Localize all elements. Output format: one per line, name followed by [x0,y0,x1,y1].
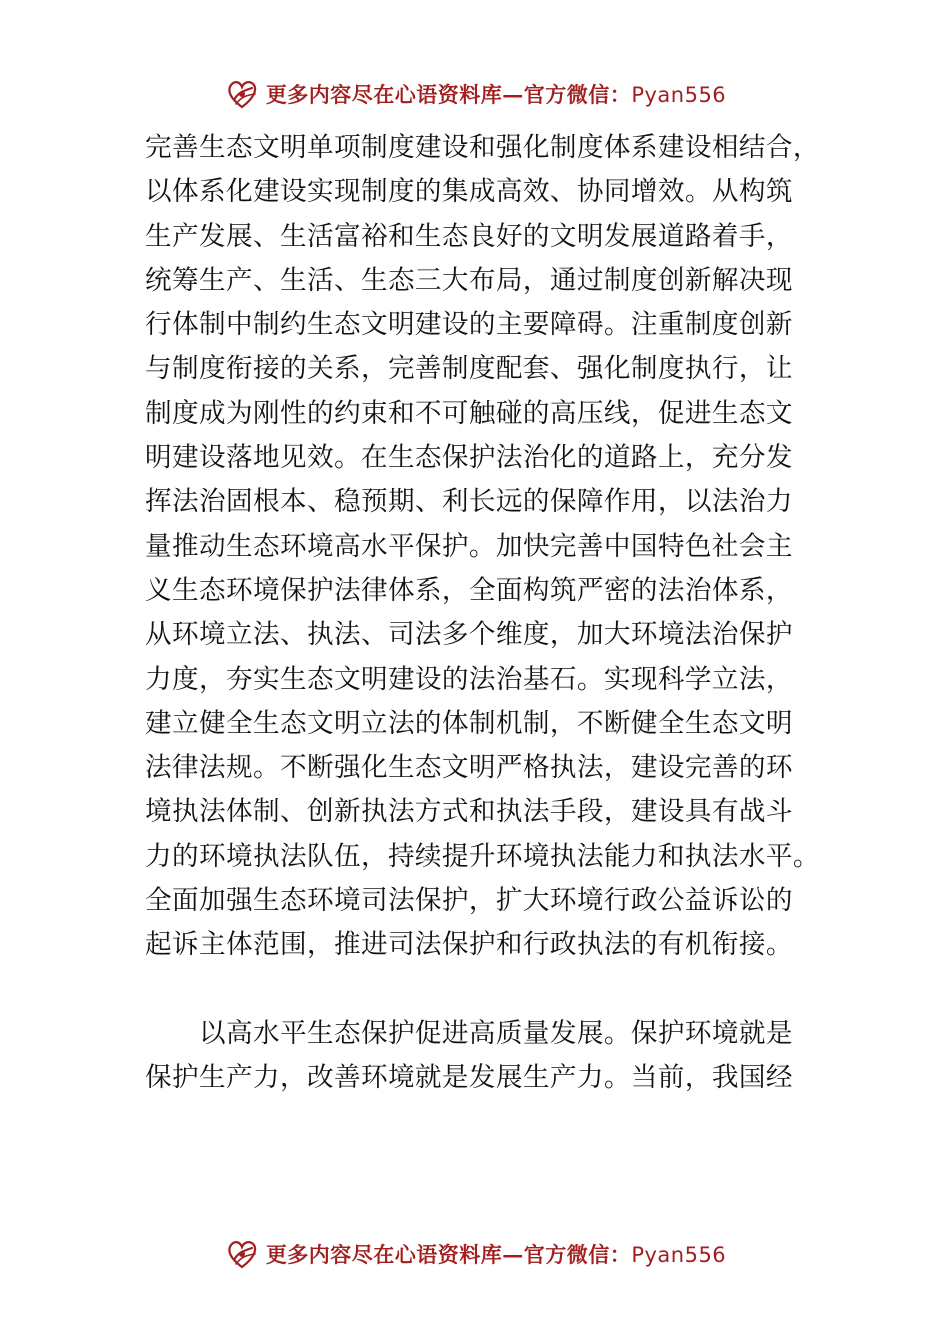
text-line: 明建设落地见效。在生态保护法治化的道路上，充分发 [145,442,793,474]
text-line: 全面加强生态环境司法保护，扩大环境行政公益诉讼的 [145,885,793,917]
footer-banner [0,1232,950,1276]
text-line: 从环境立法、执法、司法多个维度，加大环境法治保护 [145,619,793,651]
heart-swirl-logo-icon [224,76,260,112]
paragraph-2 [145,1012,813,1101]
text-line: 义生态环境保护法律体系，全面构筑严密的法治体系， [145,574,793,606]
text-line: 量推动生态环境高水平保护。加快完善中国特色社会主 [145,530,793,562]
document-body [145,126,820,1100]
text-line: 以体系化建设实现制度的集成高效、协同增效。从构筑 [145,176,793,208]
text-line: 力度，夯实生态文明建设的法治基石。实现科学立法， [145,663,793,695]
header-banner-text [266,79,726,109]
text-line: 保护生产力，改善环境就是发展生产力。当前，我国经 [145,1061,793,1093]
footer-banner-cn: 更多内容尽在心语资料库—官方微信： [265,1242,632,1267]
text-line: 起诉主体范围，推进司法保护和行政执法的有机衔接。 [145,929,793,961]
text-line: 建立健全生态文明立法的体制机制，不断健全生态文明 [145,707,793,739]
footer-banner-text [266,1239,726,1269]
text-line: 完善生态文明单项制度建设和强化制度体系建设相结合， [145,132,820,163]
text-line: 法律法规。不断强化生态文明严格执法，建设完善的环 [145,752,793,784]
text-line: 生产发展、生活富裕和生态良好的文明发展道路着手， [145,220,793,252]
text-line: 挥法治固根本、稳预期、利长远的保障作用，以法治力 [145,486,793,518]
text-line: 境执法体制、创新执法方式和执法手段，建设具有战斗 [145,796,793,828]
text-line: 行体制中制约生态文明建设的主要障碍。注重制度创新 [145,309,793,341]
text-line: 与制度衔接的关系，完善制度配套、强化制度执行，让 [145,353,793,385]
footer-banner-wechat-id: Pyan556 [631,1243,727,1267]
header-banner-cn: 更多内容尽在心语资料库—官方微信： [265,82,632,107]
text-line: 力的环境执法队伍，持续提升环境执法能力和执法水平。 [145,840,820,872]
text-line: 制度成为刚性的约束和不可触碰的高压线，促进生态文 [145,397,793,429]
heart-swirl-logo-icon [224,1236,260,1272]
paragraph-gap [145,968,813,1012]
text-line: 统筹生产、生活、生态三大布局，通过制度创新解决现 [145,264,793,296]
header-banner-wechat-id: Pyan556 [631,83,727,107]
text-line: 以高水平生态保护促进高质量发展。保护环境就是 [145,1017,793,1049]
header-banner [0,72,950,116]
paragraph-1 [145,126,820,968]
